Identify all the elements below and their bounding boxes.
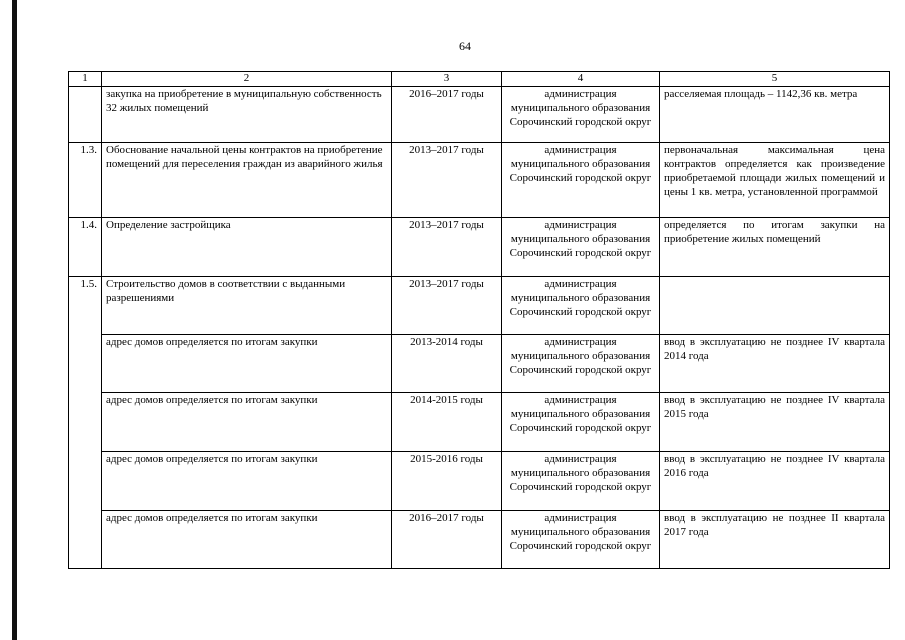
table-row <box>69 511 890 569</box>
row-number: 1.3. <box>69 143 102 218</box>
row-number: 1.4. <box>69 218 102 277</box>
row-period: 2016–2017 годы <box>392 87 502 143</box>
program-table <box>68 71 890 569</box>
row-executor: администрация муниципального образования Сорочинский городской округ <box>502 511 660 569</box>
row-name: Строительство домов в соответствии с выданными разрешениями <box>102 277 392 335</box>
row-number <box>69 452 102 511</box>
row-result: расселяемая площадь – 1142,36 кв. метра <box>660 87 890 143</box>
row-period: 2013-2014 годы <box>392 335 502 393</box>
row-result: ввод в эксплуатацию не позднее IV квартала 2014 года <box>660 335 890 393</box>
row-number: 1.5. <box>69 277 102 335</box>
row-number <box>69 511 102 569</box>
row-name: закупка на приобретение в муниципальную собственность 32 жилых помещений <box>102 87 392 143</box>
scan-edge-bar <box>12 0 17 640</box>
header-cell: 1 <box>69 72 102 87</box>
table-row <box>69 277 890 335</box>
header-cell: 4 <box>502 72 660 87</box>
row-period: 2014-2015 годы <box>392 393 502 452</box>
table-row <box>69 452 890 511</box>
table-row <box>69 218 890 277</box>
header-cell: 5 <box>660 72 890 87</box>
row-result: первоначальная максимальная цена контрактов определяется как произведение приобретаемой площади жилых помещений и цены 1 кв. метра, установленной программой <box>660 143 890 218</box>
table-row <box>69 143 890 218</box>
table-row <box>69 87 890 143</box>
table-row <box>69 393 890 452</box>
row-name: адрес домов определяется по итогам закупки <box>102 335 392 393</box>
row-executor: администрация муниципального образования Сорочинский городской округ <box>502 143 660 218</box>
row-executor: администрация муниципального образования Сорочинский городской округ <box>502 393 660 452</box>
page-number: 64 <box>459 39 471 53</box>
header-row <box>69 72 890 87</box>
row-result: ввод в эксплуатацию не позднее II квартала 2017 года <box>660 511 890 569</box>
row-number <box>69 335 102 393</box>
row-period: 2013–2017 годы <box>392 143 502 218</box>
row-result <box>660 277 890 335</box>
row-name: Определение застройщика <box>102 218 392 277</box>
row-name: адрес домов определяется по итогам закупки <box>102 452 392 511</box>
table-row <box>69 335 890 393</box>
row-number <box>69 87 102 143</box>
row-period: 2016–2017 годы <box>392 511 502 569</box>
row-name: адрес домов определяется по итогам закупки <box>102 511 392 569</box>
row-result: ввод в эксплуатацию не позднее IV квартала 2015 года <box>660 393 890 452</box>
header-cell: 3 <box>392 72 502 87</box>
row-executor: администрация муниципального образования Сорочинский городской округ <box>502 335 660 393</box>
row-name: адрес домов определяется по итогам закупки <box>102 393 392 452</box>
row-executor: администрация муниципального образования Сорочинский городской округ <box>502 218 660 277</box>
row-result: определяется по итогам закупки на приобретение жилых помещений <box>660 218 890 277</box>
row-executor: администрация муниципального образования Сорочинский городской округ <box>502 277 660 335</box>
header-cell: 2 <box>102 72 392 87</box>
row-name: Обоснование начальной цены контрактов на приобретение помещений для переселения граждан из аварийного жилья <box>102 143 392 218</box>
row-number <box>69 393 102 452</box>
row-period: 2013–2017 годы <box>392 218 502 277</box>
row-result: ввод в эксплуатацию не позднее IV квартала 2016 года <box>660 452 890 511</box>
row-executor: администрация муниципального образования Сорочинский городской округ <box>502 452 660 511</box>
row-period: 2015-2016 годы <box>392 452 502 511</box>
row-period: 2013–2017 годы <box>392 277 502 335</box>
row-executor: администрация муниципального образования Сорочинский городской округ <box>502 87 660 143</box>
